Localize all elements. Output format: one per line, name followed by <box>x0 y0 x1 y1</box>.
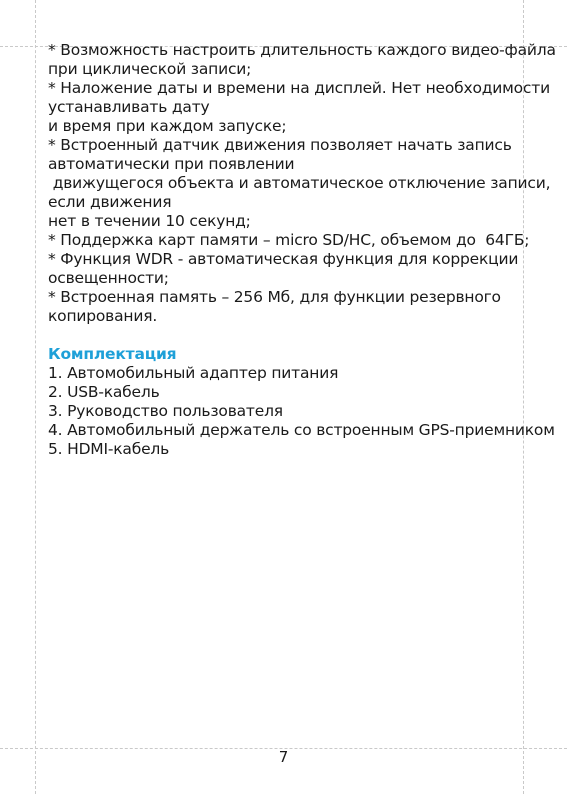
feature-line: * Встроенный датчик движения позволяет начать запись <box>48 136 512 154</box>
feature-line: устанавливать дату <box>48 98 210 116</box>
feature-line: * Поддержка карт памяти – micro SD/HC, объемом до 64ГБ; <box>48 231 530 249</box>
feature-line: при циклической записи; <box>48 60 252 78</box>
crop-guide-left <box>35 0 36 794</box>
feature-line: освещенности; <box>48 269 169 287</box>
package-list <box>48 364 555 459</box>
feature-line: * Встроенная память – 256 Мб, для функции резервного <box>48 288 501 306</box>
feature-line: * Функция WDR - автоматическая функция для коррекции <box>48 250 519 268</box>
feature-line: движущегося объекта и автоматическое отключение записи, <box>48 174 551 192</box>
crop-guide-right <box>523 0 524 794</box>
feature-line: * Наложение даты и времени на дисплей. Нет необходимости <box>48 79 550 97</box>
features-list <box>48 41 556 326</box>
feature-line: и время при каждом запуске; <box>48 117 287 135</box>
package-item: 1. Автомобильный адаптер питания <box>48 364 339 382</box>
page-content <box>48 41 556 459</box>
feature-line: нет в течении 10 секунд; <box>48 212 251 230</box>
feature-line: если движения <box>48 193 172 211</box>
package-heading: Комплектация <box>48 345 177 363</box>
feature-line: автоматически при появлении <box>48 155 295 173</box>
page-number: 7 <box>278 748 289 766</box>
feature-line: копирования. <box>48 307 158 325</box>
package-item: 3. Руководство пользователя <box>48 402 283 420</box>
feature-line: * Возможность настроить длительность каждого видео-файла <box>48 41 556 59</box>
package-item: 5. HDMI-кабель <box>48 440 170 458</box>
package-item: 2. USB-кабель <box>48 383 160 401</box>
package-item: 4. Автомобильный держатель со встроенным GPS-приемником <box>48 421 555 439</box>
